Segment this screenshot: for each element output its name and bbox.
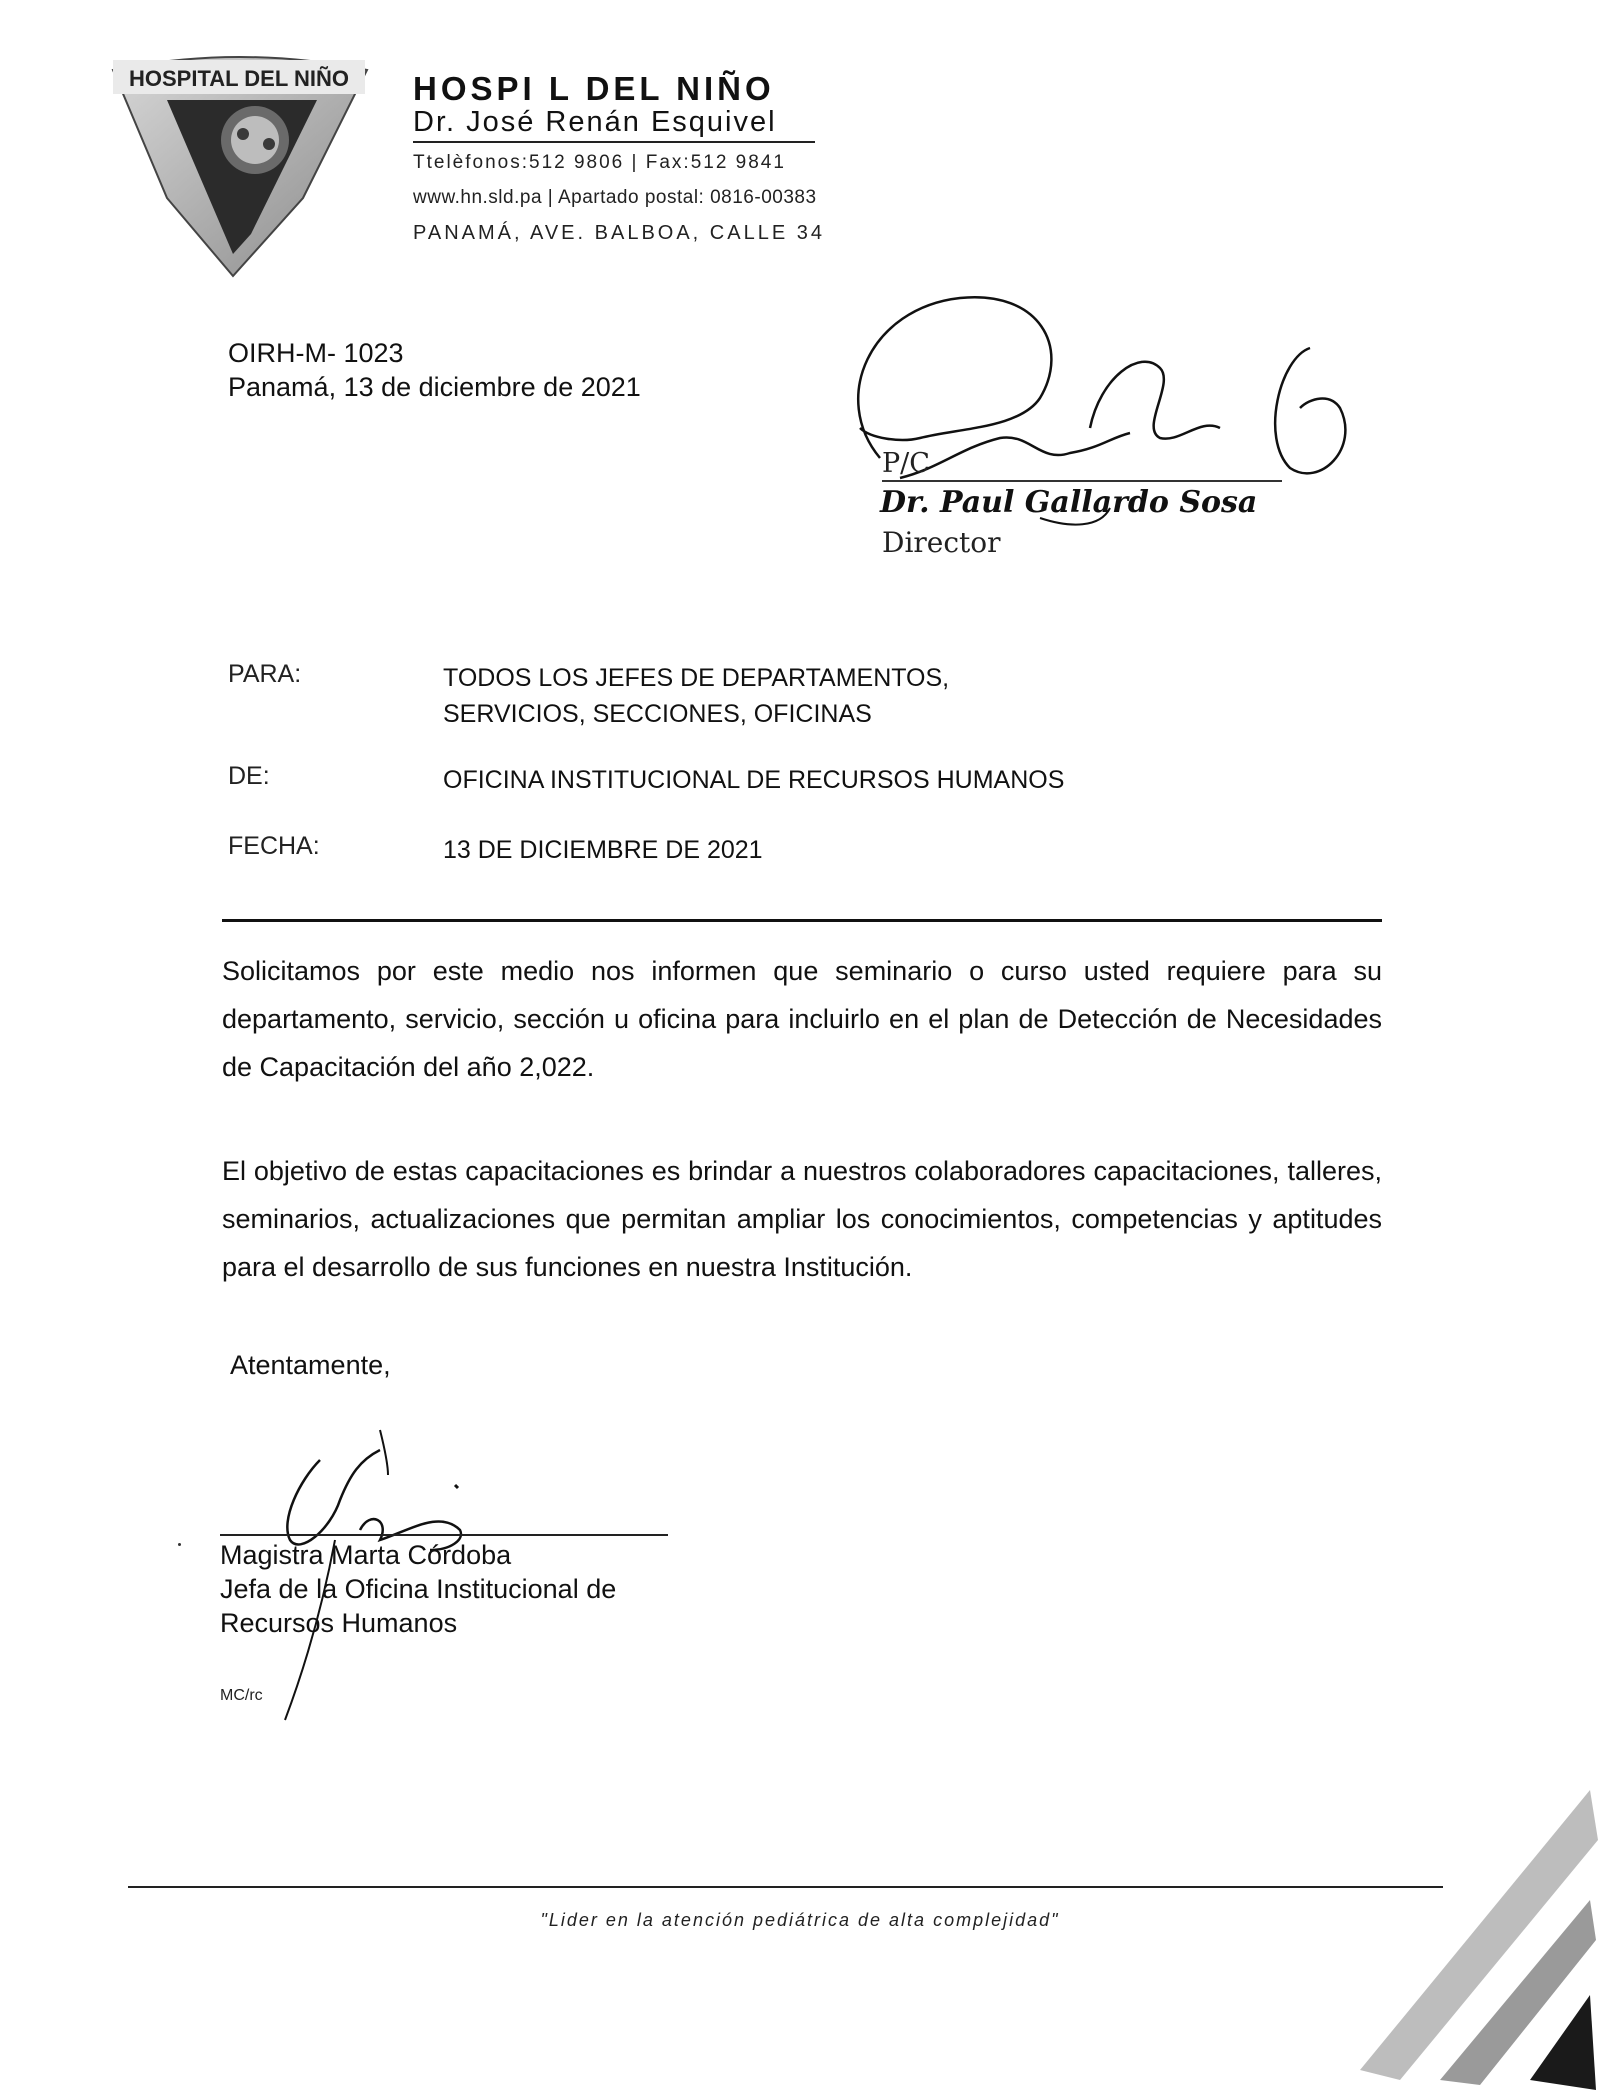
- memo-reference-number: OIRH-M- 1023: [228, 338, 404, 368]
- body-paragraph-2: El objetivo de estas capacitaciones es brindar a nuestros colaboradores capacitaciones, talleres, seminarios, actualizaciones que permitan ampliar los conocimientos, competencias y aptitudes para el desarrollo de sus funciones en nuestra Institución.: [222, 1156, 1382, 1282]
- stray-mark: [178, 1543, 181, 1546]
- hospital-logo: [105, 48, 373, 280]
- hospital-subtitle: Dr. José Renán Esquivel: [413, 106, 815, 143]
- signer-name: Magistra Marta Córdoba: [220, 1540, 512, 1570]
- footer-motto: "Lider en la atención pediátrica de alta complejidad": [540, 1910, 1060, 1930]
- to-line-1: TODOS LOS JEFES DE DEPARTAMENTOS,: [443, 664, 950, 692]
- body-paragraph-1: Solicitamos por este medio nos informen que seminario o curso usted requiere para su departamento, servicio, sección u oficina para incluirlo en el plan de Detección de Necesidades de Capacitación del año 2,022.: [222, 956, 1382, 1082]
- hospital-phones: Ttelèfonos:512 9806 | Fax:512 9841: [413, 152, 786, 173]
- date-label: FECHA:: [228, 832, 320, 860]
- to-value: [443, 660, 949, 732]
- memo-place-date: Panamá, 13 de diciembre de 2021: [228, 372, 641, 402]
- signer-signature-line: [220, 1534, 668, 1536]
- director-signature-line: [882, 480, 1282, 482]
- hospital-address: PANAMÁ, AVE. BALBOA, CALLE 34: [413, 222, 825, 244]
- per-delegation-prefix: P/C: [882, 448, 930, 479]
- corner-decoration: [1340, 1780, 1600, 2091]
- director-title: Director: [882, 526, 1001, 559]
- from-value: OFICINA INSTITUCIONAL DE RECURSOS HUMANOS: [443, 766, 1065, 794]
- hospital-name: HOSPI L DEL NIÑO: [413, 70, 775, 107]
- to-label: PARA:: [228, 660, 302, 688]
- closing: Atentamente,: [230, 1350, 391, 1380]
- signer-role-line-2: Recursos Humanos: [220, 1608, 458, 1638]
- header-divider: [222, 919, 1382, 922]
- to-line-2: SERVICIOS, SECCIONES, OFICINAS: [443, 700, 872, 728]
- director-name: Dr. Paul Gallardo Sosa: [880, 485, 1258, 520]
- from-label: DE:: [228, 762, 270, 790]
- date-value: 13 DE DICIEMBRE DE 2021: [443, 836, 763, 864]
- signer-role-line-1: Jefa de la Oficina Institucional de: [220, 1574, 617, 1604]
- logo-text: HOSPITAL DEL NIÑO: [128, 66, 350, 91]
- typist-initials: MC/rc: [220, 1687, 263, 1704]
- hospital-web-address: www.hn.sld.pa | Apartado postal: 0816-00383: [413, 187, 817, 208]
- footer-divider: [128, 1886, 1443, 1888]
